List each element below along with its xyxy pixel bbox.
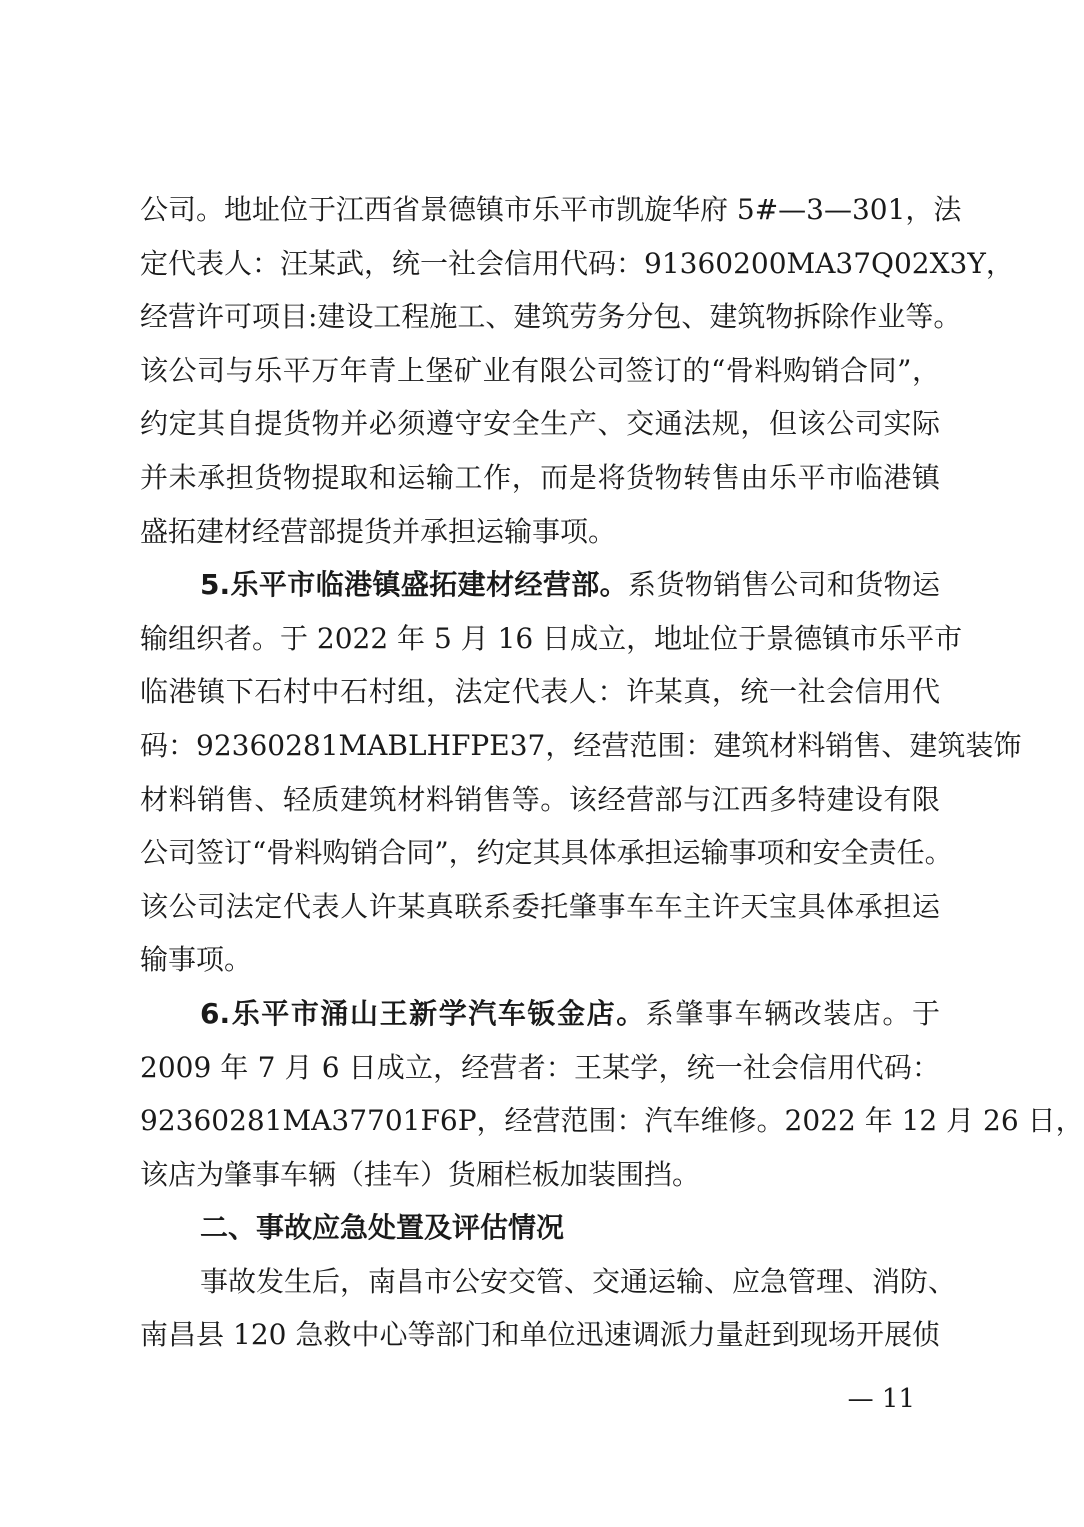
document-body — [140, 183, 1084, 1362]
text-line: 输组织者。于 2022 年 5 月 16 日成立，地址位于景德镇市乐平市 — [140, 621, 963, 655]
text-line: 该公司与乐平万年青上堡矿业有限公司签订的“骨料购销合同”， — [140, 353, 940, 387]
item-5-first-line — [140, 558, 940, 612]
text-line: 约定其自提货物并必须遵守安全生产、交通法规，但该公司实际 — [140, 407, 940, 441]
text-line: 92360281MA37701F6P，经营范围：汽车维修。2022 年 12 月 26 日， — [140, 1104, 1084, 1138]
text-line: 事故发生后，南昌市公安交管、交通运输、应急管理、消防、 — [200, 1264, 957, 1298]
item-6-first-line-text: 系肇事车辆改装店。于 — [645, 996, 940, 1030]
text-line: 临港镇下石村中石村组，法定代表人：许某真，统一社会信用代 — [140, 675, 940, 709]
text-line: 南昌县 120 急救中心等部门和单位迅速调派力量赶到现场开展侦 — [140, 1318, 940, 1352]
text-line: 码：92360281MABLHFPE37，经营范围：建筑材料销售、建筑装饰 — [140, 728, 1022, 762]
item-6-first-line — [140, 987, 940, 1041]
text-line: 该公司法定代表人许某真联系委托肇事车车主许天宝具体承担运 — [140, 889, 940, 923]
page-number: — 11 — [847, 1384, 915, 1414]
text-line: 公司签订“骨料购销合同”，约定其具体承担运输事项和安全责任。 — [140, 836, 953, 870]
text-line: 经营许可项目:建设工程施工、建筑劳务分包、建筑物拆除作业等。 — [140, 300, 962, 334]
text-line: 输事项。 — [140, 943, 253, 977]
text-line: 定代表人：汪某武，统一社会信用代码：91360200MA37Q02X3Y， — [140, 246, 1014, 280]
text-line: 材料销售、轻质建筑材料销售等。该经营部与江西多特建设有限 — [140, 782, 940, 816]
text-line: 公司。地址位于江西省景德镇市乐平市凯旋华府 5#—3—301，法 — [140, 193, 962, 226]
text-line: 该店为肇事车辆（挂车）货厢栏板加装围挡。 — [140, 1157, 701, 1191]
item-5-title: 5.乐平市临港镇盛拓建材经营部。 — [200, 568, 629, 602]
text-line: 并未承担货物提取和运输工作，而是将货物转售由乐平市临港镇 — [140, 460, 940, 494]
text-line: 盛拓建材经营部提货并承担运输事项。 — [140, 514, 617, 548]
section-heading: 二、事故应急处置及评估情况 — [200, 1211, 565, 1245]
text-line: 2009 年 7 月 6 日成立，经营者：王某学，统一社会信用代码： — [140, 1050, 940, 1084]
item-5-first-line-text: 系货物销售公司和货物运 — [628, 568, 940, 602]
item-6-title: 6.乐平市涌山王新学汽车钣金店。 — [200, 996, 646, 1030]
